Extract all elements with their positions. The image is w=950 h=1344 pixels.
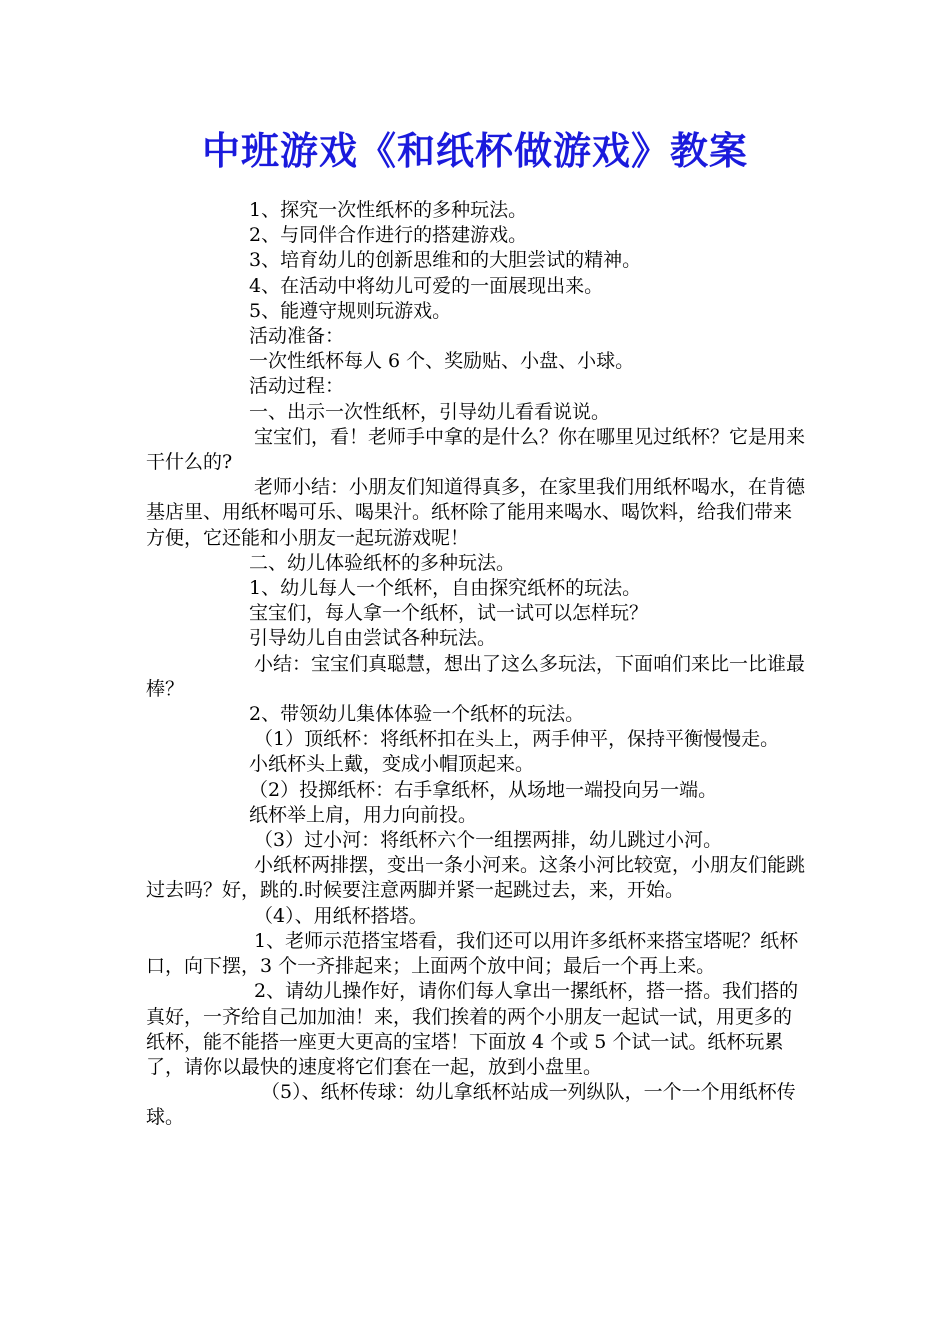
preparation-text: 一次性纸杯每人 6 个、奖励贴、小盘、小球。 xyxy=(249,350,635,373)
paragraph: 宝宝们，看！老师手中拿的是什么？你在哪里见过纸杯？它是用来干什么的? xyxy=(146,425,806,474)
paragraph: 老师小结：小朋友们知道得真多，在家里我们用纸杯喝水，在肯德基店里、用纸杯喝可乐、喝果汁。纸杯除了能用来喝水、喝饮料，给我们带来方便，它还能和小朋友一起玩游戏呢！ xyxy=(146,476,806,549)
paragraph: （2）投掷纸杯：右手拿纸杯，从场地一端投向另一端。 xyxy=(249,778,718,801)
document-title: 中班游戏《和纸杯做游戏》教案 xyxy=(201,129,748,173)
paragraph: 小结：宝宝们真聪慧，想出了这么多玩法，下面咱们来比一比谁最棒？ xyxy=(146,652,806,700)
paragraph: （1）顶纸杯：将纸杯扣在头上，两手伸平，保持平衡慢慢走。 xyxy=(254,728,780,751)
paragraph: 小纸杯头上戴，变成小帽顶起来。 xyxy=(249,753,535,776)
paragraph: （4）、用纸杯搭塔。 xyxy=(254,904,428,927)
paragraph: （3）过小河：将纸杯六个一组摆两排，幼儿跳过小河。 xyxy=(254,829,723,852)
objective-3: 3、培育幼儿的创新思维和的大胆尝试的精神。 xyxy=(249,249,642,272)
paragraph: 2、带领幼儿集体体验一个纸杯的玩法。 xyxy=(249,703,585,726)
objective-1: 1、探究一次性纸杯的多种玩法。 xyxy=(249,199,528,221)
paragraph: 2、请幼儿操作好，请你们每人拿出一摞纸杯，搭一搭。我们搭的真好，一齐给自己加加油！来，我们挨着的两个小朋友一起试一试，用更多的纸杯，能不能搭一座更大更高的宝塔！下面放 4 个或 5 个试一试。纸杯玩累了，请你以最快的速度将它们套在一起，放到小盘里。 xyxy=(146,980,799,1078)
paragraph: 宝宝们，每人拿一个纸杯，试一试可以怎样玩？ xyxy=(249,602,649,625)
document-body xyxy=(146,198,808,1131)
paragraph: 1、老师示范搭宝塔看，我们还可以用许多纸杯来搭宝塔呢？纸杯口，向下摆，3 个一齐排起来；上面两个放中间；最后一个再上来。 xyxy=(146,929,799,978)
paragraph: （5）、纸杯传球：幼儿拿纸杯站成一列纵队，一个一个用纸杯传球。 xyxy=(146,1081,796,1129)
objective-2: 2、与同伴合作进行的搭建游戏。 xyxy=(249,224,528,247)
section-heading-process: 活动过程： xyxy=(249,375,345,398)
section-heading-preparation: 活动准备： xyxy=(249,325,345,348)
step-heading-1: 一、出示一次性纸杯，引导幼儿看看说说。 xyxy=(249,400,611,423)
objective-4: 4、在活动中将幼儿可爱的一面展现出来。 xyxy=(249,274,604,297)
paragraph: 引导幼儿自由尝试各种玩法。 xyxy=(249,627,497,650)
step-heading-2: 二、幼儿体验纸杯的多种玩法。 xyxy=(249,551,516,574)
paragraph: 小纸杯两排摆，变出一条小河来。这条小河比较宽，小朋友们能跳过去吗？好，跳的.时候要注意两脚并紧一起跳过去，来，开始。 xyxy=(146,854,806,902)
objective-5: 5、能遵守规则玩游戏。 xyxy=(249,299,452,322)
paragraph: 1、幼儿每人一个纸杯，自由探究纸杯的玩法。 xyxy=(249,577,642,600)
paragraph: 纸杯举上肩，用力向前投。 xyxy=(249,803,478,826)
